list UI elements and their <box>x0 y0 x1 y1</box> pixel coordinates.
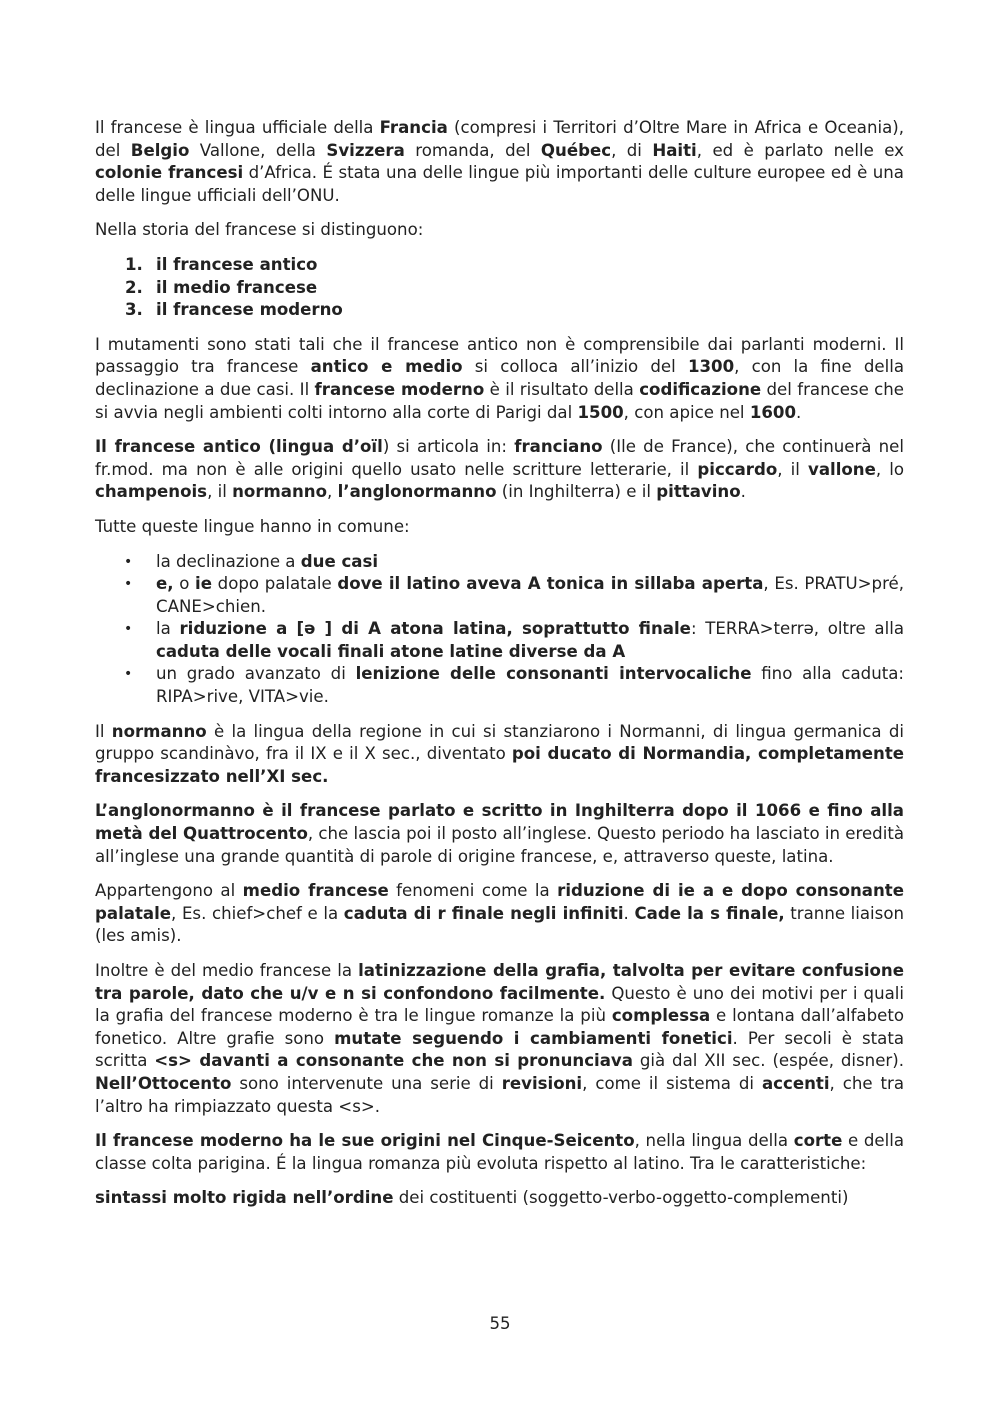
document-body <box>95 117 904 1222</box>
bold-text: corte <box>793 1131 843 1151</box>
text: già dal XII sec. (espée, disner). <box>632 1051 904 1071</box>
list-item-label: il francese antico <box>156 254 318 274</box>
bold-text: 1500 <box>577 402 624 422</box>
paragraph-normanno <box>95 721 904 789</box>
list-item <box>95 299 904 322</box>
text: d’Africa. É stata una delle lingue più importanti delle culture europee ed è una delle lingue ufficiali dell’ONU. <box>95 163 904 205</box>
bold-text: accenti <box>761 1073 830 1093</box>
text: dei costituenti (soggetto-verbo-oggetto-complementi) <box>393 1188 849 1208</box>
bold-text: Belgio <box>130 140 190 160</box>
list-number: 1. <box>125 254 143 274</box>
common-features-list <box>95 551 904 709</box>
bold-text: caduta di r finale negli infiniti <box>343 903 624 923</box>
text: . <box>740 482 746 502</box>
bold-text: Il francese moderno ha le sue origini nel Cinque-Seicento <box>95 1131 635 1151</box>
list-item-label: il francese moderno <box>156 300 343 320</box>
list-item <box>95 551 904 574</box>
text: I mutamenti sono stati tali che il francese antico non è comprensibile dai parlanti moderni. Il passaggio tra francese <box>95 334 904 377</box>
text: la declinazione a <box>156 551 301 571</box>
text: è la lingua della regione in cui si stanziarono i Normanni, di lingua germanica di gruppo scandinàvo, fra il IX e il X sec., diventato <box>95 721 904 764</box>
bold-text: Francia <box>379 118 448 137</box>
text: del francese che si avvia negli ambienti colti intorno alla corte di Parigi dal <box>95 379 904 422</box>
bold-text: piccardo <box>697 459 778 479</box>
bold-text: complessa <box>611 1006 711 1026</box>
list-item <box>95 663 904 708</box>
text: , che tra l’altro ha rimpiazzato questa <s>. <box>95 1073 904 1116</box>
bold-text: codificazione <box>639 379 762 399</box>
text: è il risultato della <box>484 379 640 399</box>
bold-text: riduzione a [ə ] di A atona latina, soprattutto finale <box>179 619 691 639</box>
bold-text: latinizzazione della grafia, talvolta per evitare confusione tra parole, dato che u/v e n si confondono facilmente. <box>95 961 905 1003</box>
list-number: 3. <box>125 300 143 320</box>
bold-text: caduta delle vocali finali atone latine diverse da A <box>156 641 626 661</box>
text: Appartengono al <box>95 881 243 901</box>
text: o <box>173 574 196 594</box>
text: , come il sistema di <box>582 1073 762 1093</box>
text: . Per secoli è stata scritta <box>95 1028 905 1071</box>
bullet-icon: • <box>124 576 133 593</box>
paragraph-mutamenti <box>95 334 904 424</box>
bold-text: L’anglonormanno è il francese parlato e scritto in Inghilterra dopo il 1066 e fino alla metà del Quattrocento <box>95 801 904 844</box>
paragraph-grafia <box>95 960 904 1118</box>
text: Vallone, della <box>189 140 327 160</box>
bullet-icon: • <box>124 553 133 570</box>
text: romanda, del <box>404 140 541 160</box>
bold-text: poi ducato di Normandia, completamente francesizzato nell’XI sec. <box>95 744 905 786</box>
bold-text: franciano <box>514 437 603 457</box>
bold-text: vallone <box>808 459 876 479</box>
paragraph-francese-antico <box>95 436 904 504</box>
bold-text: 1600 <box>749 402 797 422</box>
list-item <box>95 277 904 300</box>
list-number: 2. <box>125 277 143 297</box>
text: fino alla caduta: RIPA>rive, VITA>vie. <box>156 664 904 707</box>
list-item <box>95 254 904 277</box>
bold-text: sintassi molto rigida nell’ordine <box>95 1188 394 1208</box>
bold-text: revisioni <box>501 1073 583 1093</box>
text: , ed è parlato nelle ex <box>696 140 904 160</box>
text: fenomeni come la <box>388 881 558 901</box>
paragraph-francese-moderno <box>95 1130 904 1175</box>
paragraph-anglonormanno <box>95 800 904 868</box>
text: sono intervenute una serie di <box>231 1073 502 1093</box>
text: Inoltre è del medio francese la <box>95 961 359 980</box>
paragraph-sintassi <box>95 1187 904 1210</box>
bold-text: colonie francesi <box>95 163 244 183</box>
bold-text: due casi <box>300 551 379 571</box>
bold-text: ie <box>195 574 212 594</box>
bold-text: champenois <box>95 482 208 502</box>
text: (in Inghilterra) e il <box>496 482 657 502</box>
bold-text: francese moderno <box>314 379 485 399</box>
bullet-icon: • <box>124 621 133 638</box>
bold-text: Il francese antico (lingua d’oïl <box>95 437 383 457</box>
text: , con apice nel <box>623 402 750 422</box>
text: : TERRA>terrə, oltre alla <box>690 619 904 639</box>
paragraph-comune-intro: Tutte queste lingue hanno in comune: <box>95 516 410 536</box>
bold-text: e, <box>156 574 174 594</box>
bold-text: pittavino <box>656 482 741 502</box>
text: tranne liaison (les amis). <box>95 903 904 946</box>
periods-list <box>95 254 904 322</box>
text: Questo è uno dei motivi per i quali la grafia del francese moderno è tra le lingue romanze la più <box>95 983 904 1026</box>
text: Il francese è lingua ufficiale della <box>95 118 380 137</box>
text: si colloca all’inizio del <box>462 357 688 377</box>
text: (Ile de France), che continuerà nel fr.mod. ma non è alle origini quello usato nelle scritture letterarie, il <box>95 437 904 479</box>
bold-text: riduzione di ie a e dopo consonante palatale <box>95 881 904 923</box>
text: , di <box>611 140 653 160</box>
text: , il <box>207 482 233 502</box>
text: (compresi i Territori d’Oltre Mare in Africa e Oceania), del <box>95 118 904 160</box>
page-number: 55 <box>489 1314 511 1333</box>
text: , il <box>777 459 808 479</box>
bold-text: lenizione delle consonanti intervocaliche <box>355 664 752 684</box>
text: e della classe colta parigina. É la lingua romanza più evoluta rispetto al latino. Tra le caratteristiche: <box>95 1131 904 1173</box>
bold-text: 1300 <box>687 357 735 377</box>
bold-text: l’anglonormanno <box>337 482 497 502</box>
text: un grado avanzato di <box>156 664 356 684</box>
bold-text: Cade la s finale, <box>634 903 785 923</box>
text: . <box>623 903 635 923</box>
paragraph-francese-ufficiale <box>95 117 904 207</box>
bold-text: antico e medio <box>310 357 463 377</box>
bold-text: <s> davanti a consonante che non si pronunciava <box>154 1051 633 1071</box>
text: Il <box>95 721 112 741</box>
bold-text: Nell’Ottocento <box>95 1073 232 1093</box>
text: , lo <box>875 459 905 479</box>
paragraph-medio-francese <box>95 880 904 948</box>
text: . <box>796 402 802 422</box>
bold-text: Haiti <box>652 140 697 160</box>
bold-text: Svizzera <box>326 140 405 160</box>
text: , con la fine della declinazione a due casi. Il <box>95 357 905 399</box>
list-item <box>95 618 904 663</box>
text: , che lascia poi il posto all’inglese. Questo periodo ha lasciato in eredità all’inglese una grande quantità di parole di origine francese, e, attraverso queste, latina. <box>95 824 904 866</box>
bold-text: normanno <box>111 721 207 741</box>
text: dopo palatale <box>212 574 338 594</box>
text: ) si articola in: <box>382 437 515 457</box>
bold-text: Québec <box>540 140 612 160</box>
list-item-label: il medio francese <box>156 277 318 297</box>
text: , Es. chief>chef e la <box>171 903 344 923</box>
paragraph-storia-intro: Nella storia del francese si distinguono: <box>95 220 424 240</box>
bullet-icon: • <box>124 666 133 683</box>
text: , nella lingua della <box>634 1131 794 1151</box>
bold-text: medio francese <box>242 881 389 901</box>
bold-text: normanno <box>232 482 328 502</box>
text: , Es. PRATU>pré, CANE>chien. <box>156 574 905 616</box>
text: , <box>327 482 338 502</box>
bold-text: mutate seguendo i cambiamenti fonetici <box>334 1028 733 1048</box>
bold-text: dove il latino aveva A tonica in sillaba aperta <box>337 574 764 594</box>
list-item <box>95 573 904 618</box>
text: la <box>156 619 180 639</box>
text: e lontana dall’alfabeto fonetico. Altre grafie sono <box>95 1006 904 1048</box>
